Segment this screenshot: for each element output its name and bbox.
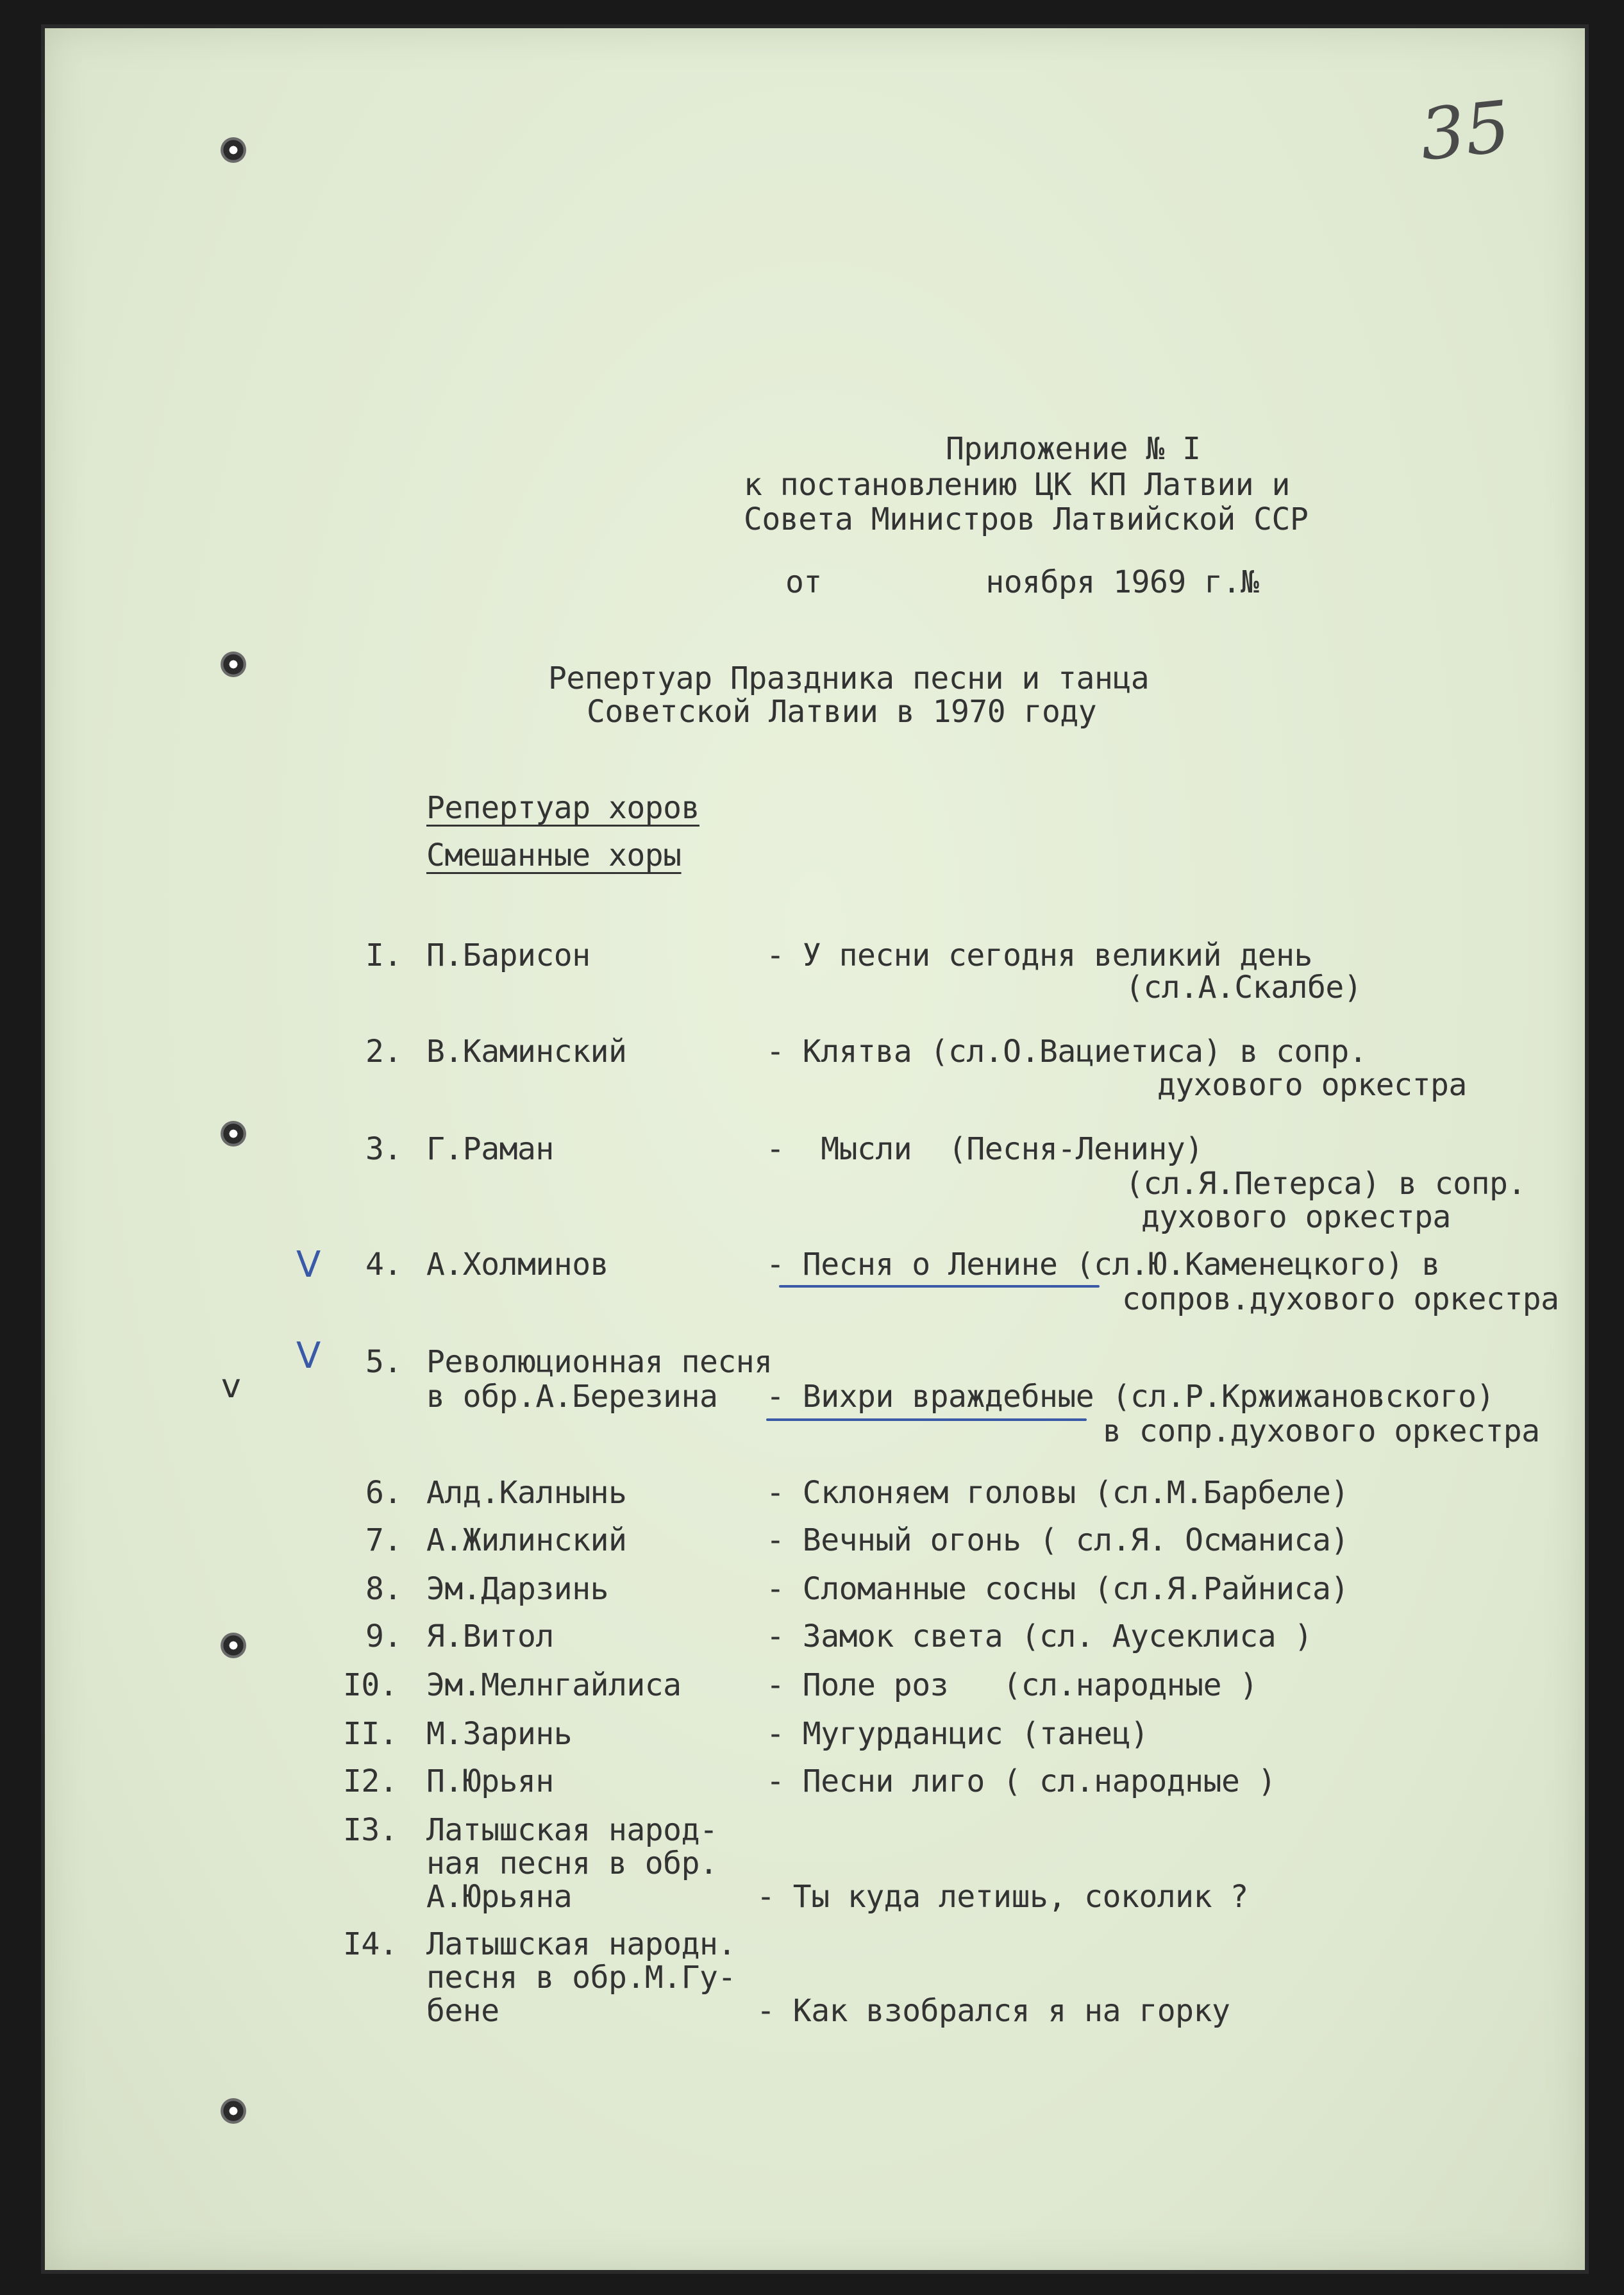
item-work: - Поле роз (сл.народные ) (766, 1667, 1258, 1703)
item-author: А.Жилинский (426, 1522, 627, 1558)
item-work: - Мысли (Песня-Ленину) (766, 1131, 1203, 1167)
item-number: I. (365, 937, 402, 973)
checkmark: V (296, 1244, 321, 1286)
item-work: - Вечный огонь ( сл.Я. Османиса) (766, 1522, 1349, 1558)
checkmark: V (296, 1335, 321, 1377)
punch-hole (221, 1121, 246, 1147)
item-work: - Склоняем головы (сл.М.Барбеле) (766, 1475, 1349, 1511)
appendix-line: Приложение № I (946, 431, 1201, 467)
item-work: (сл.А.Скалбе) (1125, 970, 1362, 1005)
item-author: Эм.Дарзинь (426, 1571, 608, 1607)
section-heading: Репертуар хоров (426, 790, 699, 826)
item-work: - Песни лиго ( сл.народные ) (766, 1763, 1277, 1799)
pen-underline (766, 1418, 1087, 1421)
item-author: Латышская народ- (426, 1812, 718, 1848)
item-author: Алд.Калнынь (426, 1475, 627, 1511)
item-author: Латышская народн. (426, 1926, 736, 1962)
item-number: 5. (365, 1344, 402, 1380)
item-work: - Как взобрался я на горку (757, 1993, 1230, 2029)
item-author: песня в обр.М.Гу- (426, 1960, 736, 1996)
item-work: - Ты куда летишь, соколик ? (757, 1879, 1248, 1915)
item-work: сопров.духового оркестра (1122, 1281, 1559, 1317)
resolution-line: к постановлению ЦК КП Латвии и (744, 467, 1290, 503)
item-author: в обр.А.Березина (426, 1379, 718, 1415)
item-number: I4. (343, 1926, 398, 1962)
item-work: - Мугурданцис (танец) (766, 1716, 1149, 1752)
date-line: от ноября 1969 г.№ (785, 564, 1259, 600)
item-number: 6. (365, 1475, 402, 1511)
item-author: А.Юрьяна (426, 1879, 573, 1915)
pencil-mark: v (221, 1367, 241, 1406)
item-number: I2. (343, 1763, 398, 1799)
item-number: I3. (343, 1812, 398, 1848)
item-work: - Замок света (сл. Аусеклиса ) (766, 1618, 1312, 1654)
item-number: 2. (365, 1034, 402, 1070)
item-author: М.Заринь (426, 1716, 573, 1752)
item-work: - Вихри враждебные (сл.Р.Кржижановского) (766, 1379, 1494, 1415)
item-author: П.Юрьян (426, 1763, 554, 1799)
item-number: II. (343, 1716, 398, 1752)
punch-hole (221, 137, 246, 163)
item-work: - Песня о Ленине (сл.Ю.Каменецкого) в (766, 1247, 1440, 1282)
item-work: - Сломанные сосны (сл.Я.Райниса) (766, 1571, 1349, 1607)
item-work: - Клятва (сл.О.Вациетиса) в сопр. (766, 1034, 1368, 1070)
item-author: ная песня в обр. (426, 1845, 718, 1881)
punch-hole (221, 1633, 246, 1658)
item-work: духового оркестра (1141, 1199, 1451, 1235)
item-author: Эм.Мелнгайлиса (426, 1667, 682, 1703)
item-work: духового оркестра (1157, 1067, 1467, 1103)
item-work: - У песни сегодня великий день (766, 937, 1312, 973)
item-number: 3. (365, 1131, 402, 1167)
item-author: бене (426, 1993, 499, 2029)
punch-hole (221, 652, 246, 677)
item-number: 9. (365, 1618, 402, 1654)
document-title: Репертуар Праздника песни и танца (548, 660, 1150, 696)
pen-underline (779, 1285, 1100, 1288)
item-work: (сл.Я.Петерса) в сопр. (1125, 1166, 1526, 1202)
document-title-2: Советской Латвии в 1970 году (587, 694, 1097, 730)
item-work: в сопр.духового оркестра (1103, 1413, 1540, 1449)
subsection-heading: Смешанные хоры (426, 837, 682, 873)
item-author: Г.Раман (426, 1131, 554, 1167)
item-author: Я.Витол (426, 1618, 554, 1654)
item-author: Революционная песня (426, 1344, 773, 1380)
item-number: 4. (365, 1247, 402, 1282)
council-line: Совета Министров Латвийской ССР (744, 501, 1309, 537)
item-number: 8. (365, 1571, 402, 1607)
page-number: 35 (1416, 85, 1514, 176)
punch-hole (221, 2098, 246, 2124)
item-author: П.Барисон (426, 937, 590, 973)
item-author: В.Каминский (426, 1034, 627, 1070)
item-number: I0. (343, 1667, 398, 1703)
item-number: 7. (365, 1522, 402, 1558)
item-author: А.Холминов (426, 1247, 608, 1282)
